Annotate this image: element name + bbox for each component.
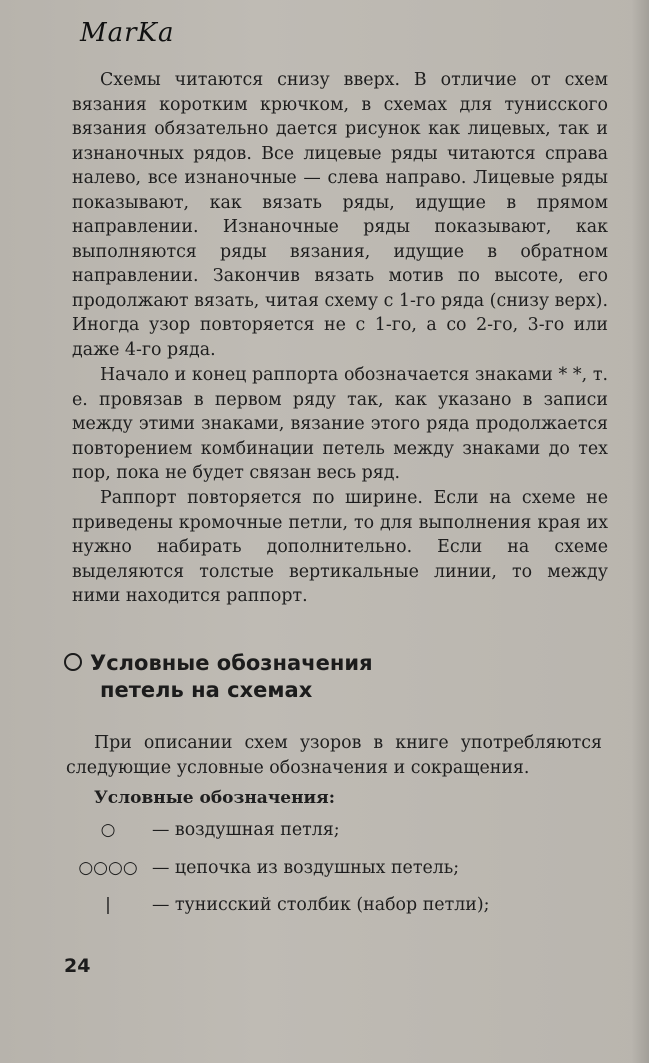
- heading-line-2: петель на схемах: [100, 678, 313, 702]
- legend-description: — воздушная петля;: [152, 820, 340, 840]
- paragraph-text: Раппорт повторяется по ширине. Если на схеме не приведены кромочные петли, то для выполнения края их нужно набирать дополнительно. Если на схеме выделяются толстые вертикальные линии, то между ними находится раппорт.: [72, 488, 608, 606]
- legend-item: [66, 895, 606, 921]
- tunisian-stitch-symbol: |: [105, 895, 111, 915]
- watermark: MarKa: [80, 18, 175, 48]
- paragraph-text: Схемы читаются снизу вверх. В отличие от схем вязания коротким крючком, в схемах для тунисского вязания обязательно дается рисунок как лицевых, так и изнаночных рядов. Все лицевые ряды читаются справа налево, все изнаночные — слева направо. Лицевые ряды показывают, как вязать ряды, идущие в прямом направлении. Изнаночные ряды показывают, как выполняются ряды вязания, идущие в обратном направлении. Закончив вязать мотив по высоте, его продолжают вязать, читая схему с 1-го ряда (снизу верх). Иногда узор повторяется не с 1-го, а со 2-го, 3-го или даже 4-го ряда.: [72, 70, 608, 360]
- chain-stitch-symbol: ○: [100, 820, 116, 840]
- legend-item: [66, 858, 606, 884]
- section-heading: [64, 650, 373, 704]
- heading-line-1: Условные обозначения: [90, 651, 373, 675]
- paragraph-rapport-marks: [72, 363, 608, 486]
- paragraph-text: Начало и конец раппорта обозначается знаками * *, т. е. провязав в первом ряду так, как указано в записи между этими знаками, вязание этого ряда продолжается повторением комбинации петель между знаками до тех пор, пока не будет связан весь ряд.: [72, 365, 608, 483]
- circle-bullet-icon: [64, 653, 82, 671]
- paragraph-rapport-width: [72, 486, 608, 609]
- legend-description: — цепочка из воздушных петель;: [152, 858, 460, 878]
- intro-paragraph: При описании схем узоров в книге употребляются следующие условные обозначения и сокращения.: [66, 733, 602, 778]
- paragraph-reading-direction: [72, 68, 608, 362]
- legend-description: — тунисский столбик (набор петли);: [152, 895, 490, 915]
- chain-of-stitches-symbol: ○○○○: [78, 858, 138, 878]
- legend-item: [66, 820, 606, 846]
- page-number: 24: [64, 955, 91, 977]
- legend-title: Условные обозначения:: [94, 788, 335, 808]
